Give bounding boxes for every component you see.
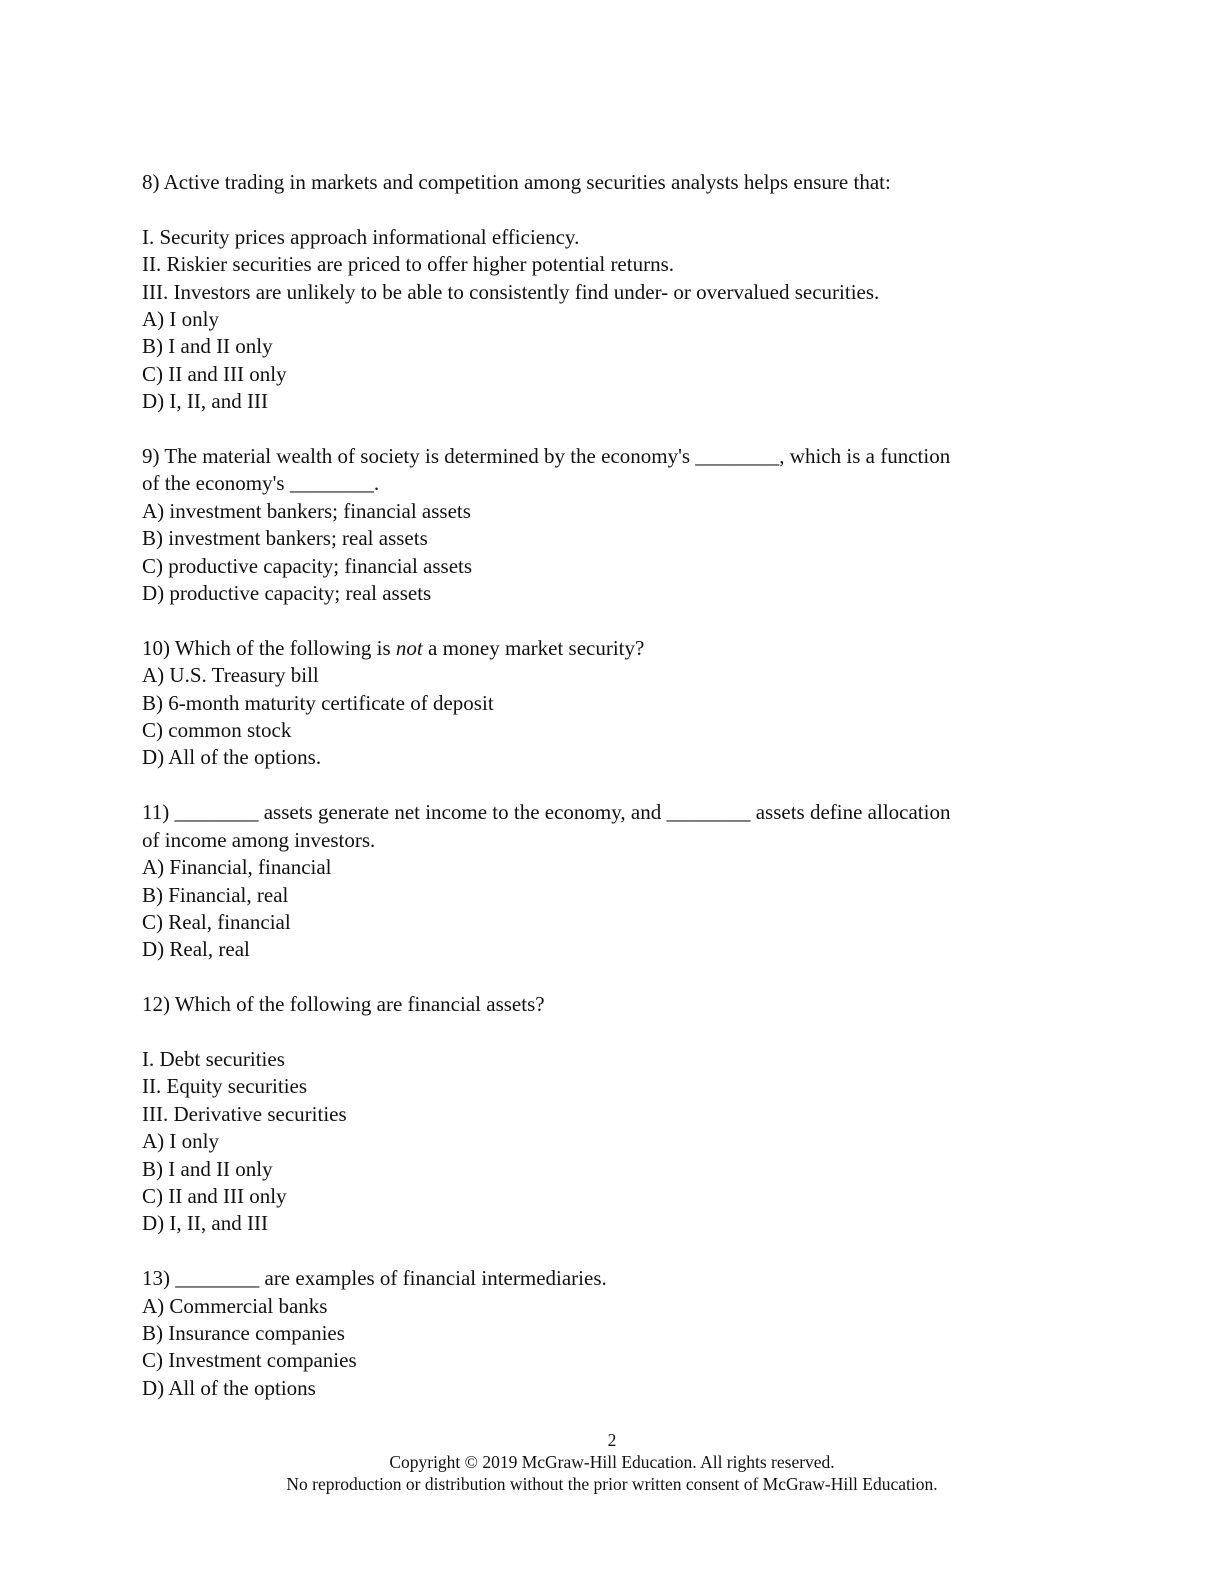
answer-option: A) I only xyxy=(142,1129,219,1154)
answer-option: B) 6-month maturity certificate of deposit xyxy=(142,690,494,715)
statement-item: II. Riskier securities are priced to offer higher potential returns. xyxy=(142,252,675,277)
question-stem xyxy=(142,635,1082,662)
statement-item: II. Equity securities xyxy=(142,1074,308,1099)
answer-option: A) Commercial banks xyxy=(142,1293,328,1318)
answer-option: C) II and III only xyxy=(142,1183,287,1208)
page-number: 2 xyxy=(607,1430,617,1450)
answer-option: C) productive capacity; financial assets xyxy=(142,553,473,578)
question-stem: 13) ________ are examples of financial intermediaries. xyxy=(142,1266,607,1291)
answer-option: A) U.S. Treasury bill xyxy=(142,663,319,688)
answer-option: C) Investment companies xyxy=(142,1348,357,1373)
question-list xyxy=(142,169,1082,1430)
answer-option: D) I, II, and III xyxy=(142,389,268,414)
emphasis-not: not xyxy=(395,635,423,660)
question-stem: of income among investors. xyxy=(142,827,376,852)
question-stem: 8) Active trading in markets and competition among securities analysts helps ensure that: xyxy=(142,170,891,194)
answer-option: B) I and II only xyxy=(142,334,273,359)
answer-option: C) common stock xyxy=(142,718,292,743)
question-stem: of the economy's ________. xyxy=(142,471,380,496)
question-stem: 9) The material wealth of society is determined by the economy's ________, which is a function xyxy=(142,444,951,469)
copyright-line: Copyright © 2019 McGraw-Hill Education. All rights reserved. xyxy=(389,1452,835,1472)
answer-option: B) investment bankers; real assets xyxy=(142,526,428,551)
answer-option: D) All of the options. xyxy=(142,745,322,770)
question-stem: 11) ________ assets generate net income to the economy, and ________ assets define allocation xyxy=(142,800,951,825)
question-10 xyxy=(142,635,1082,772)
answer-option: D) All of the options xyxy=(142,1375,316,1400)
question-stem: 12) Which of the following are financial assets? xyxy=(142,992,545,1017)
statement-item: III. Investors are unlikely to be able to consistently find under- or overvalued securities. xyxy=(142,279,880,304)
answer-option: B) Insurance companies xyxy=(142,1320,345,1345)
stem-text: a money market security? xyxy=(422,635,645,660)
answer-option: A) investment bankers; financial assets xyxy=(142,498,471,523)
answer-option: D) productive capacity; real assets xyxy=(142,581,432,606)
question-8 xyxy=(142,169,1082,416)
spacer xyxy=(142,1019,1082,1046)
answer-option: C) Real, financial xyxy=(142,909,291,934)
statement-item: I. Security prices approach informational efficiency. xyxy=(142,224,580,249)
answer-option: A) Financial, financial xyxy=(142,855,332,880)
question-9 xyxy=(142,443,1082,607)
spacer xyxy=(142,196,1082,223)
answer-option: B) Financial, real xyxy=(142,882,289,907)
answer-option: B) I and II only xyxy=(142,1156,273,1181)
question-11 xyxy=(142,799,1082,963)
answer-option: A) I only xyxy=(142,307,219,332)
statement-item: III. Derivative securities xyxy=(142,1101,347,1126)
page-footer xyxy=(0,1429,1224,1495)
answer-option: C) II and III only xyxy=(142,361,287,386)
answer-option: D) I, II, and III xyxy=(142,1211,268,1236)
stem-text: 10) Which of the following is xyxy=(142,635,396,660)
question-12 xyxy=(142,991,1082,1238)
question-13 xyxy=(142,1265,1082,1402)
answer-option: D) Real, real xyxy=(142,937,250,962)
reproduction-notice: No reproduction or distribution without the prior written consent of McGraw-Hill Education. xyxy=(286,1474,938,1494)
statement-item: I. Debt securities xyxy=(142,1046,285,1071)
